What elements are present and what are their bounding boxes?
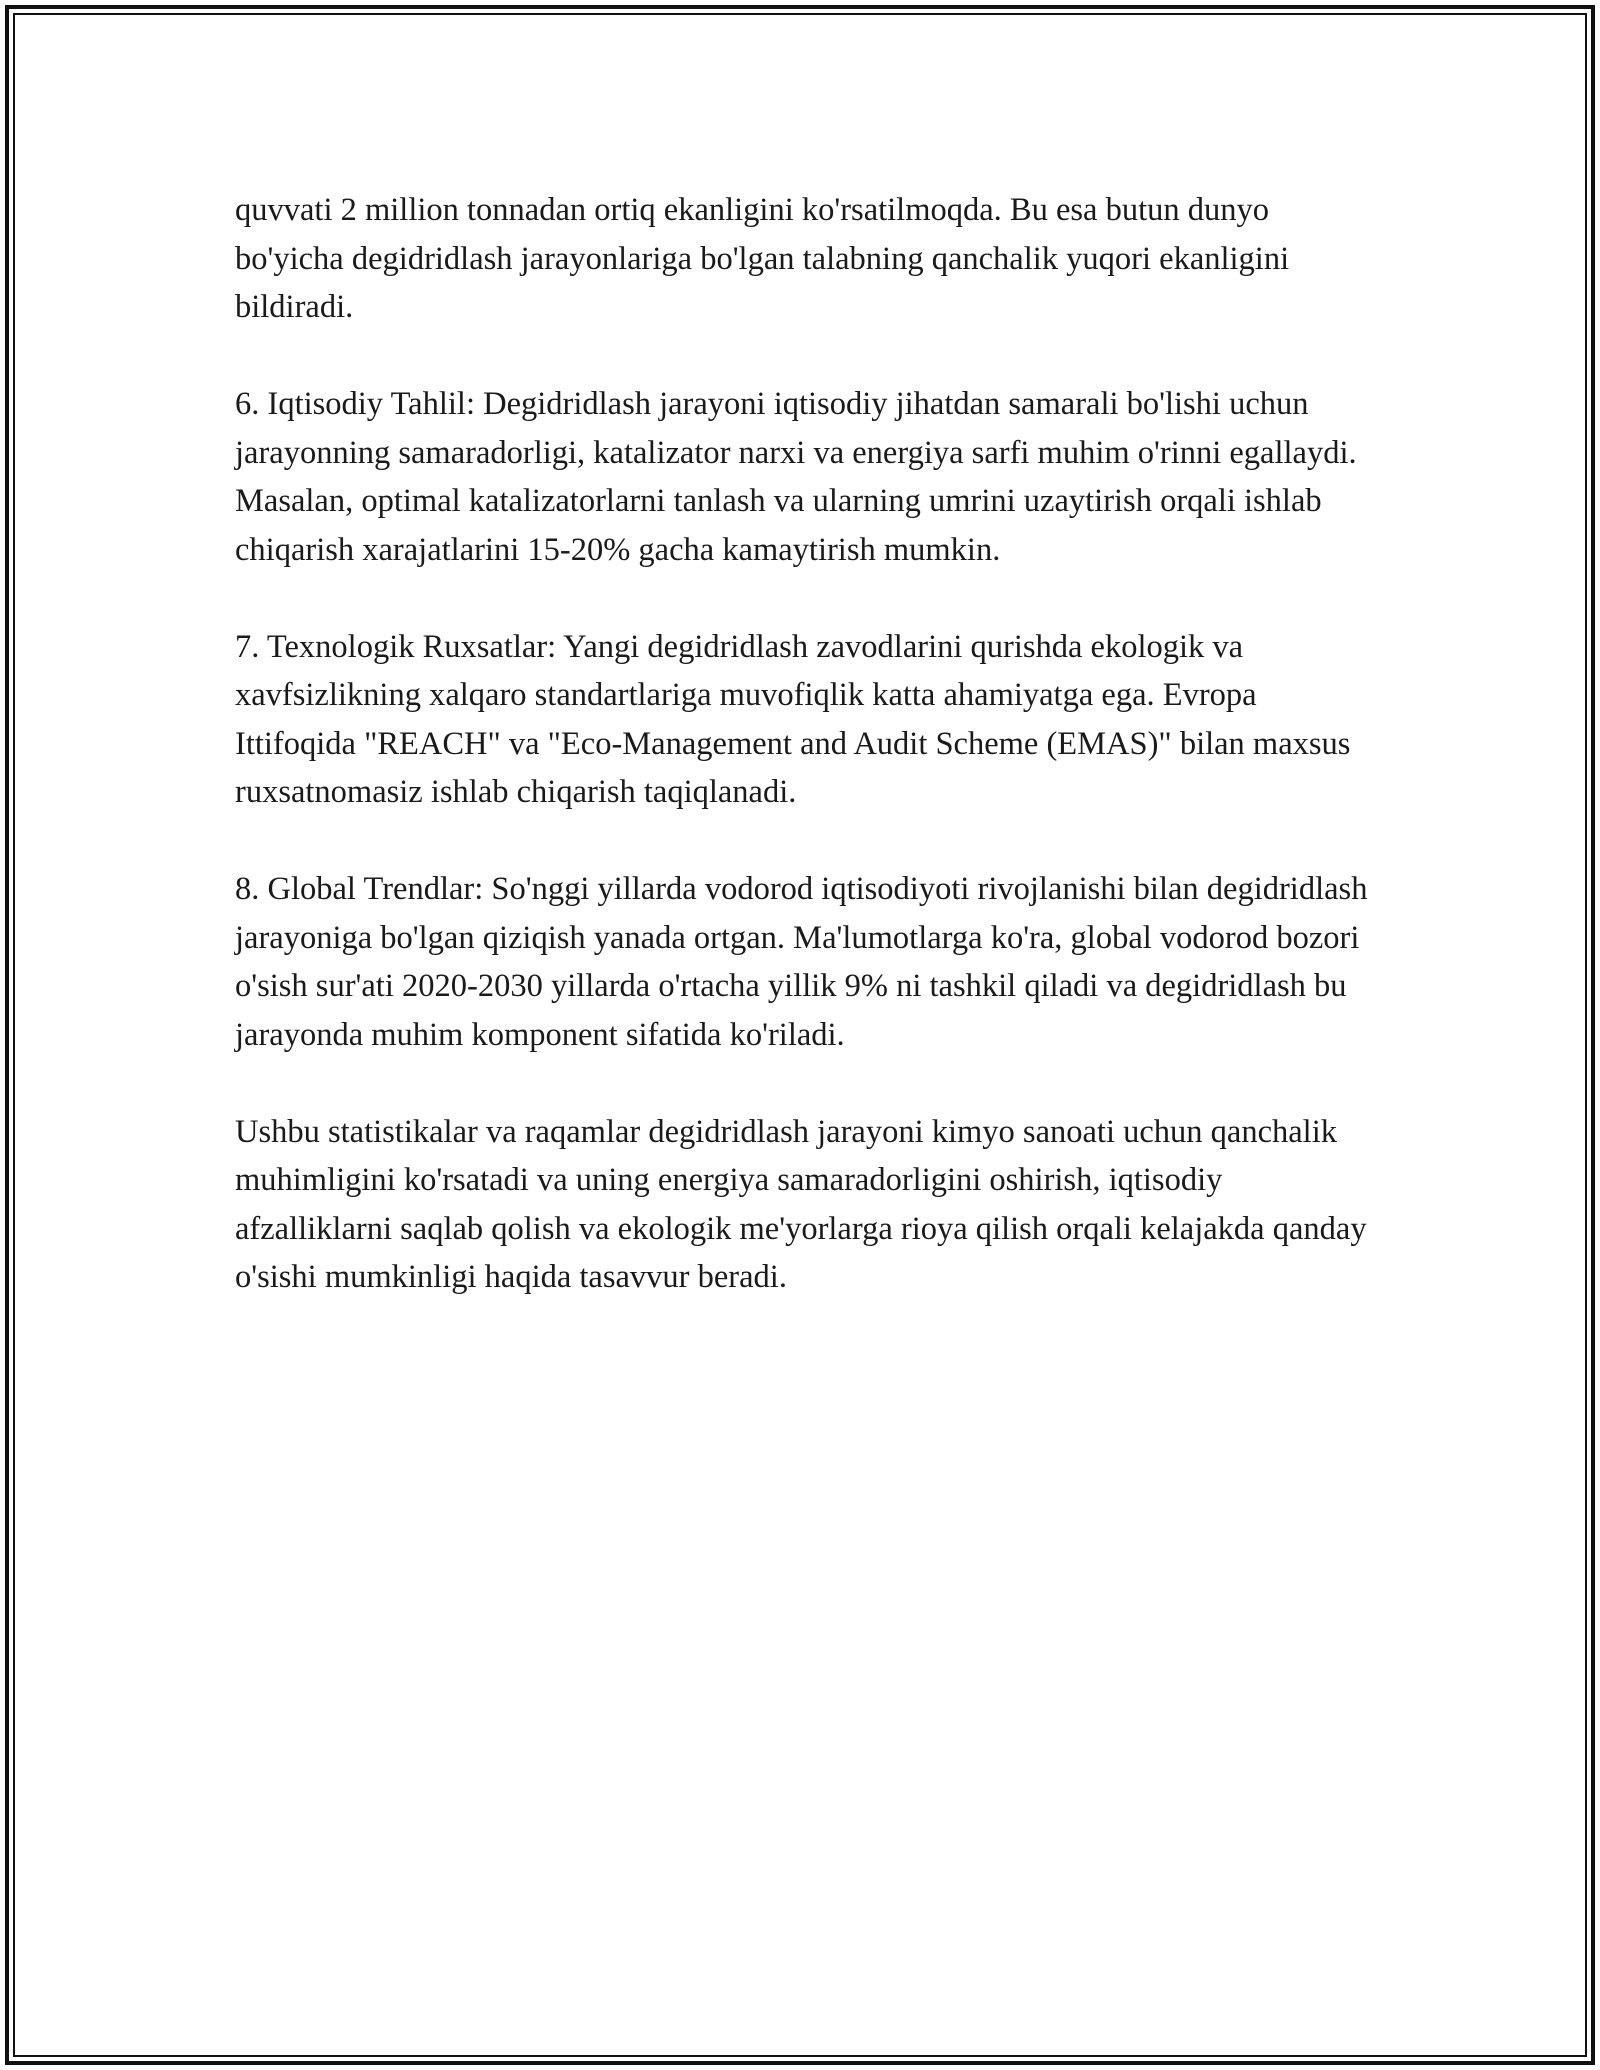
paragraph-economic-analysis: 6. Iqtisodiy Tahlil: Degidridlash jarayoni iqtisodiy jihatdan samarali bo'lishi uchun jarayonning samaradorligi, katalizator narxi va energiya sarfi muhim o'rinni egallaydi. Masalan, optimal katalizatorlarni tanlash va ularning umrini uzaytirish orqali ishlab chiqarish xarajatlarini 15-20% gacha kamaytirish mumkin. <box>235 386 1357 568</box>
paragraph-technological-permits: 7. Texnologik Ruxsatlar: Yangi degidridlash zavodlarini qurishda ekologik va xavfsizlikning xalqaro standartlariga muvofiqlik katta ahamiyatga ega. Evropa Ittifoqida "REACH" va "Eco-Management and Audit Scheme (EMAS)" bilan maxsus ruxsatnomasiz ishlab chiqarish taqiqlanadi. <box>235 628 1351 810</box>
paragraph-conclusion: Ushbu statistikalar va raqamlar degidridlash jarayoni kimyo sanoati uchun qanchalik muhimligini ko'rsatadi va uning energiya samaradorligini oshirish, iqtisodiy afzalliklarni saqlab qolish va ekologik me'yorlarga rioya qilish orqali kelajakda qanday o'sishi mumkinligi haqida tasavvur beradi. <box>235 1113 1367 1295</box>
paragraph-capacity-continuation: quvvati 2 million tonnadan ortiq ekanligini ko'rsatilmoqda. Bu esa butun dunyo bo'yicha degidridlash jarayonlariga bo'lgan talabning qanchalik yuqori ekanligini bildiradi. <box>235 192 1290 325</box>
document-body <box>235 186 1375 1350</box>
paragraph-global-trends: 8. Global Trendlar: So'nggi yillarda vodorod iqtisodiyoti rivojlanishi bilan degidridlash jarayoniga bo'lgan qiziqish yanada ortgan. Ma'lumotlarga ko'ra, global vodorod bozori o'sish sur'ati 2020-2030 yillarda o'rtacha yillik 9% ni tashkil qiladi va degidridlash bu jarayonda muhim komponent sifatida ko'riladi. <box>235 871 1368 1053</box>
